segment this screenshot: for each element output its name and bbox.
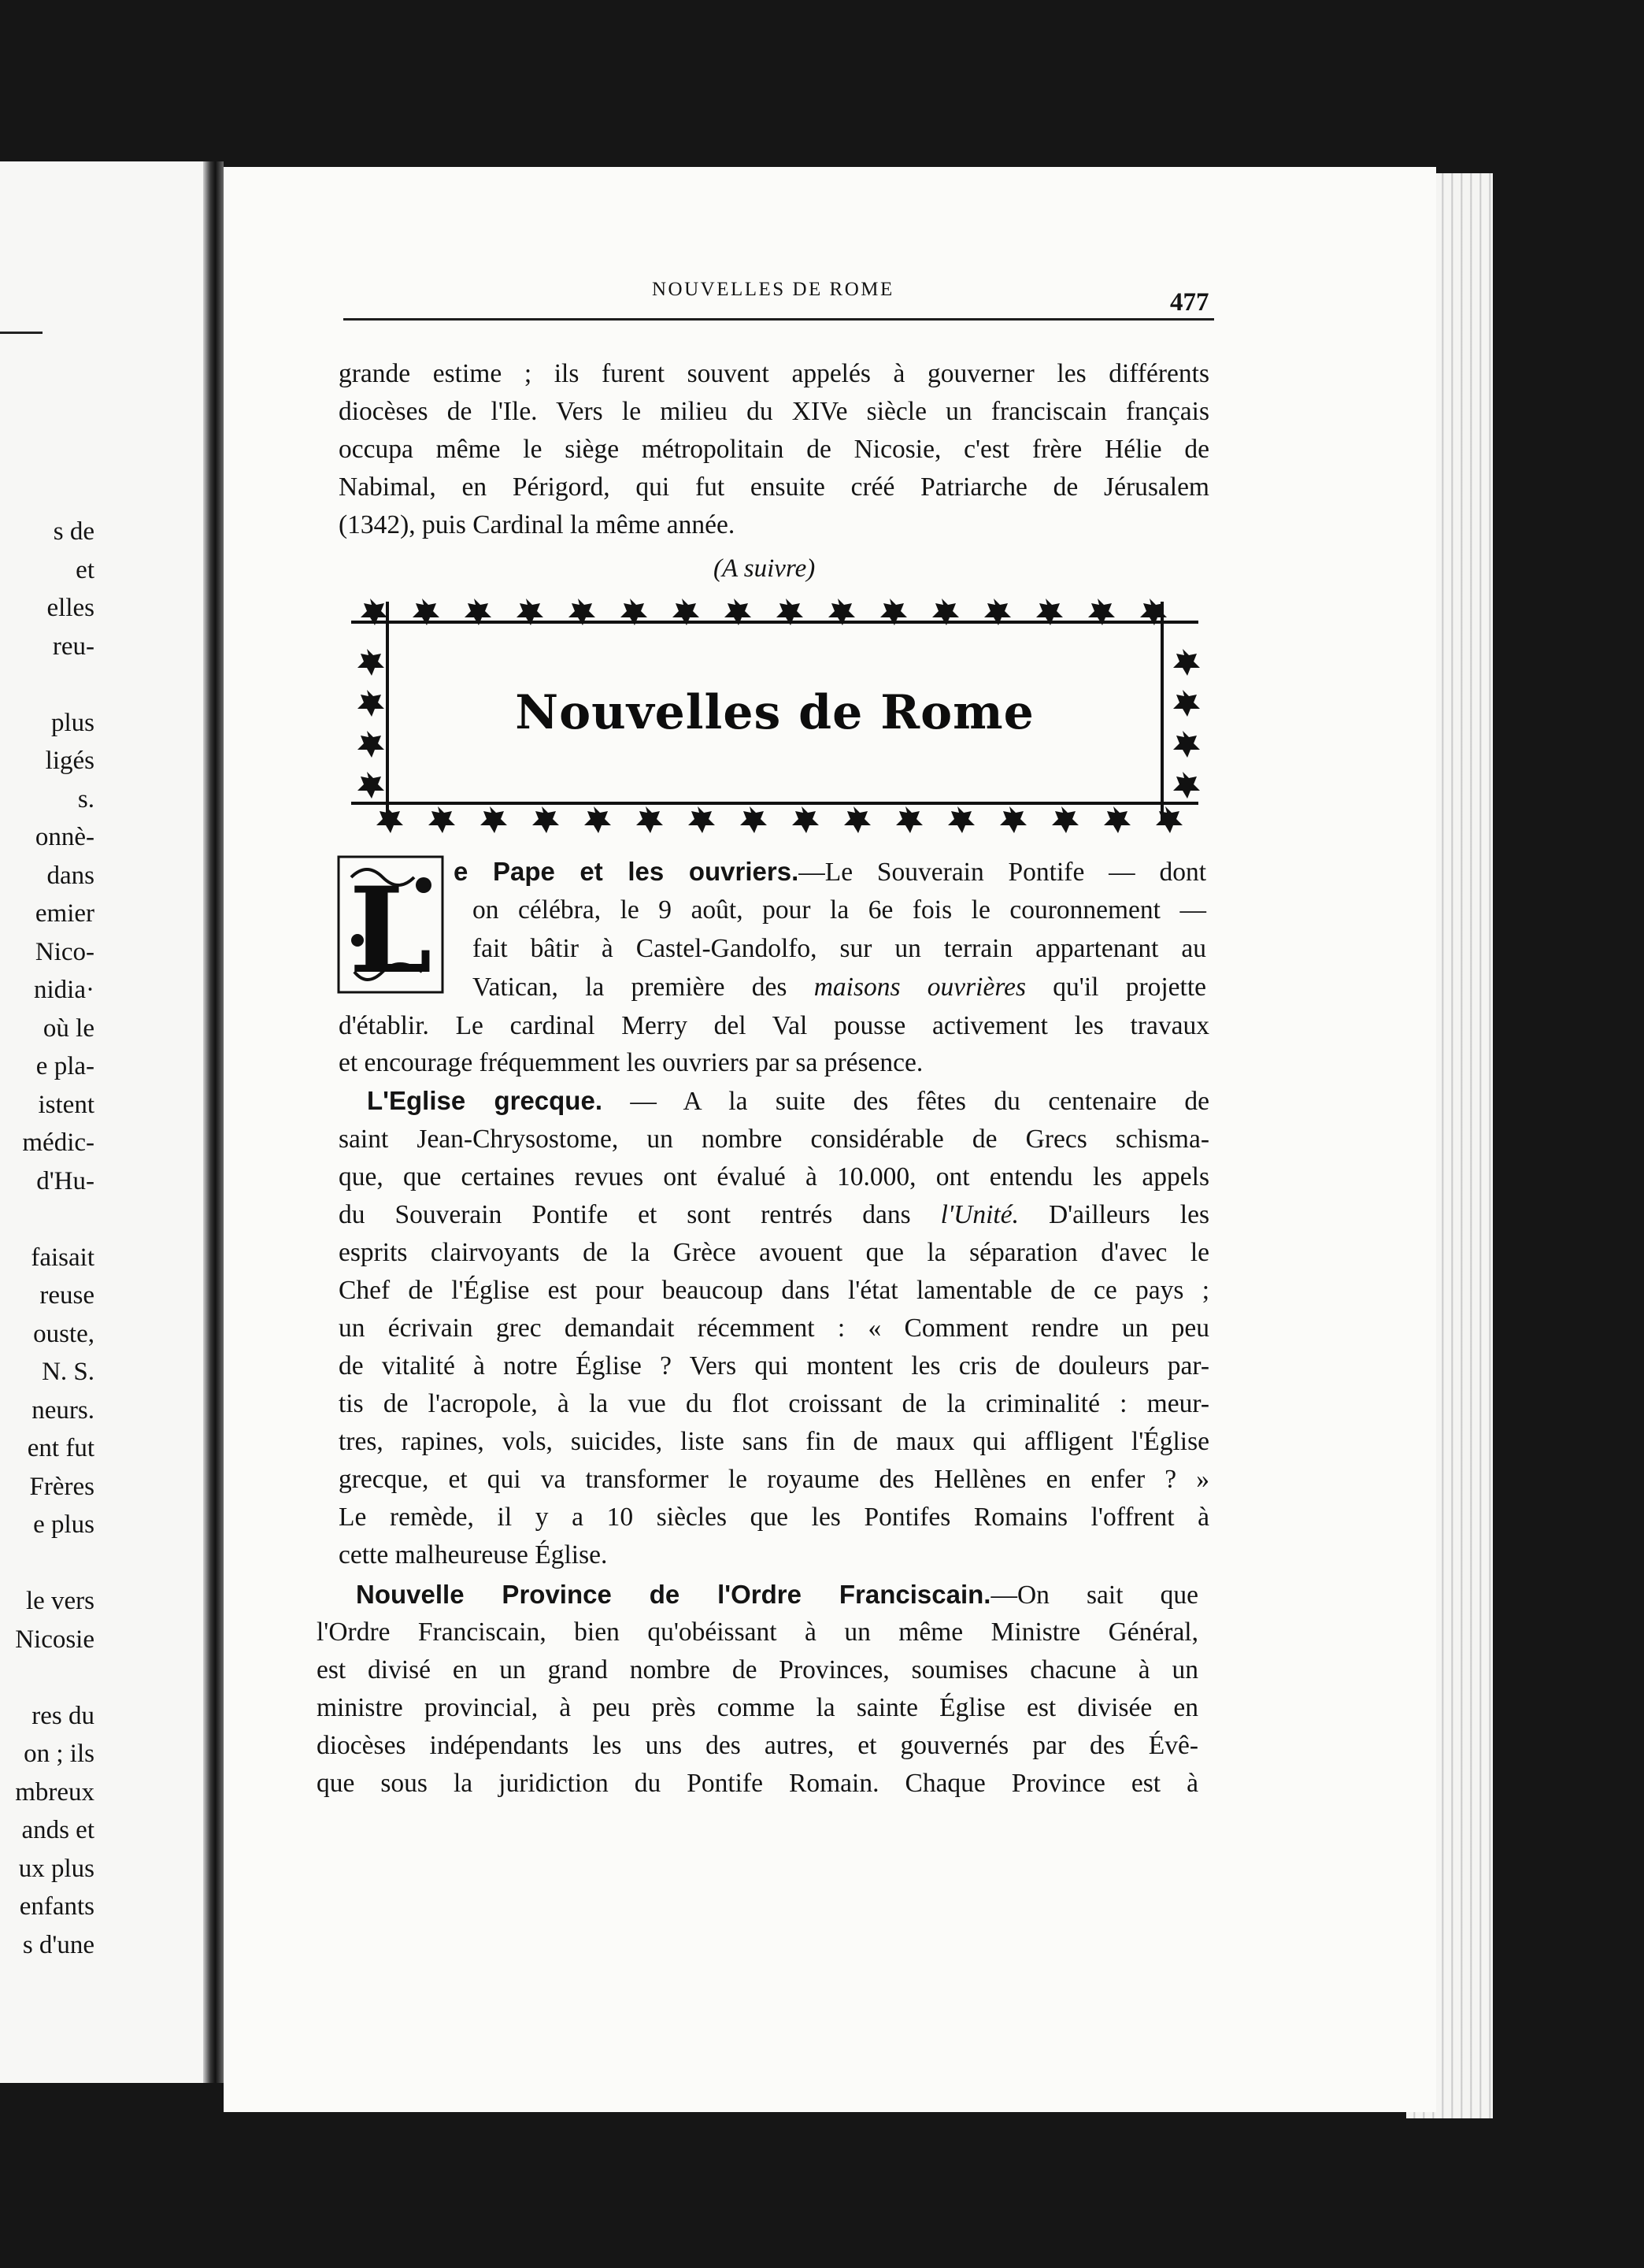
left-line: faisait xyxy=(31,1243,94,1272)
left-line: dans xyxy=(46,861,94,890)
article2-line: esprits clairvoyants de la Grèce avouent que la séparation d'avec le xyxy=(339,1238,1209,1267)
left-line: N. S. xyxy=(42,1358,94,1386)
left-line: plus xyxy=(50,708,94,737)
article2-line: un écrivain grec demandait récemment : « Comment rendre un peu xyxy=(339,1314,1209,1343)
vine-leaf xyxy=(357,772,384,799)
left-line: reuse xyxy=(39,1281,94,1310)
article1-line: d'établir. Le cardinal Merry del Val pousse activement les travaux xyxy=(339,1011,1209,1040)
vine-leaf xyxy=(1000,806,1027,833)
left-page-rule xyxy=(0,332,43,334)
left-line: Nico- xyxy=(35,937,94,966)
left-line: res du xyxy=(31,1701,94,1730)
article3-subtitle: Nouvelle Province de l'Ordre Franciscain. xyxy=(356,1580,991,1609)
article2-line: tis de l'acropole, à la vue du flot croissant de la criminalité : meur- xyxy=(339,1389,1209,1418)
left-line: enfants xyxy=(19,1892,94,1921)
dropcap-letter: L xyxy=(349,862,432,995)
intro-line: Nabimal, en Périgord, qui fut ensuite créé Patriarche de Jérusalem xyxy=(339,472,1209,502)
left-line: s de xyxy=(53,517,94,546)
left-line: e plus xyxy=(33,1510,94,1539)
article1-line: e Pape et les ouvriers.—Le Souverain Pontife — dont xyxy=(454,857,1206,887)
article3-line: l'Ordre Franciscain, bien qu'obéissant à un même Ministre Général, xyxy=(317,1618,1198,1647)
left-line: s d'une xyxy=(22,1930,94,1959)
left-line: emier xyxy=(35,899,94,928)
left-line: istent xyxy=(38,1090,94,1119)
left-line xyxy=(0,1200,94,1239)
article1-line: on célébra, le 9 août, pour la 6e fois le couronnement — xyxy=(472,895,1206,925)
left-line xyxy=(0,665,94,704)
intro-line: (1342), puis Cardinal la même année. xyxy=(339,510,735,539)
article2-line: du Souverain Pontife et sont rentrés dans l'Unité. D'ailleurs les xyxy=(339,1200,1209,1229)
vine-leaf xyxy=(428,806,455,833)
vine-leaf xyxy=(480,806,507,833)
left-page xyxy=(0,161,203,2083)
vine-leaf xyxy=(376,806,403,833)
vine-leaf xyxy=(896,806,923,833)
article2-line: de vitalité à notre Église ? Vers qui montent les cris de douleurs par- xyxy=(339,1351,1209,1380)
left-line xyxy=(0,1544,94,1583)
vine-leaf xyxy=(1156,806,1183,833)
left-line: on ; ils xyxy=(24,1740,94,1768)
vine-leaf xyxy=(357,649,384,676)
article2-line: L'Eglise grecque. — A la suite des fêtes du centenaire de xyxy=(367,1086,1209,1116)
article2-line: saint Jean-Chrysostome, un nombre considérable de Grecs schisma- xyxy=(339,1125,1209,1154)
header-rule xyxy=(343,318,1214,321)
continued-note: (A suivre) xyxy=(713,554,816,583)
left-line: Nicosie xyxy=(15,1625,94,1654)
vine-leaf xyxy=(948,806,975,833)
article1-line: Vatican, la première des maisons ouvrières qu'il projette xyxy=(472,973,1207,1002)
left-line: s. xyxy=(77,784,94,813)
vine-leaf xyxy=(792,806,819,833)
article1-line: fait bâtir à Castel-Gandolfo, sur un terrain appartenant au xyxy=(472,934,1206,963)
vine-leaf xyxy=(584,806,611,833)
left-page-text xyxy=(0,513,94,1964)
left-line: médic- xyxy=(22,1128,94,1157)
left-line: ent fut xyxy=(27,1434,94,1462)
left-line: e pla- xyxy=(35,1052,94,1080)
article2-line: que, que certaines revues ont évalué à 10.000, ont entendu les appels xyxy=(339,1162,1209,1191)
intro-line: occupa même le siège métropolitain de Nicosie, c'est frère Hélie de xyxy=(339,435,1209,464)
page-number: 477 xyxy=(1170,288,1209,317)
vine-leaf xyxy=(740,806,767,833)
article2-line: Chef de l'Église est pour beaucoup dans l'état lamentable de ce pays ; xyxy=(339,1276,1209,1305)
article2-line: Le remède, il y a 10 siècles que les Pontifes Romains l'offrent à xyxy=(339,1503,1209,1532)
article3-line: Nouvelle Province de l'Ordre Franciscain.—On sait que xyxy=(356,1580,1198,1610)
vine-leaf xyxy=(532,806,559,833)
section-title: Nouvelles de Rome xyxy=(515,685,1035,740)
left-line: reu- xyxy=(52,632,94,661)
running-head: NOUVELLES DE ROME xyxy=(652,279,894,300)
intro-line: diocèses de l'Ile. Vers le milieu du XIVe siècle un franciscain français xyxy=(339,397,1209,426)
article3-line: diocèses indépendants les uns des autres, et gouvernés par des Évê- xyxy=(317,1731,1198,1760)
article3-line: que sous la juridiction du Pontife Romain. Chaque Province est à xyxy=(317,1769,1198,1798)
left-line xyxy=(0,1658,94,1697)
left-line: d'Hu- xyxy=(36,1166,94,1195)
left-line: ux plus xyxy=(18,1854,94,1883)
left-line: ouste, xyxy=(33,1319,94,1348)
article2-line: cette malheureuse Église. xyxy=(339,1540,608,1569)
article2-line: grecque, et qui va transformer le royaume des Hellènes en enfer ? » xyxy=(339,1465,1209,1494)
left-line: et xyxy=(76,555,94,584)
article1-line: et encourage fréquemment les ouvriers par sa présence. xyxy=(339,1048,924,1077)
dropcap-ornament xyxy=(335,854,446,995)
vine-leaf xyxy=(636,806,663,833)
vine-leaf xyxy=(1173,649,1200,676)
left-line: mbreux xyxy=(15,1777,94,1807)
vine-leaf xyxy=(1173,772,1200,799)
left-line: ligés xyxy=(45,747,94,775)
article1-subtitle: e Pape et les ouvriers. xyxy=(454,857,799,886)
article2-line: tres, rapines, vols, suicides, liste sans fin de maux qui affligent l'Église xyxy=(339,1427,1209,1456)
vine-leaf xyxy=(1104,806,1131,833)
left-line: elles xyxy=(46,594,94,622)
left-line: où le xyxy=(43,1014,94,1043)
left-line: nidia· xyxy=(34,976,94,1004)
article3-line: ministre provincial, à peu près comme la sainte Église est divisée en xyxy=(317,1693,1198,1722)
left-line: Frères xyxy=(29,1472,94,1501)
left-line: ands et xyxy=(21,1816,94,1844)
left-line: le vers xyxy=(25,1587,94,1615)
book-gutter xyxy=(203,161,224,2083)
left-line: neurs. xyxy=(31,1395,94,1425)
intro-line: grande estime ; ils furent souvent appelés à gouverner les différents xyxy=(339,359,1209,388)
vine-leaf xyxy=(688,806,715,833)
article3-line: est divisé en un grand nombre de Provinces, soumises chacune à un xyxy=(317,1655,1198,1684)
vine-leaf xyxy=(1052,806,1079,833)
vine-leaf xyxy=(844,806,871,833)
left-line: onnè- xyxy=(35,823,94,851)
article2-subtitle: L'Eglise grecque. xyxy=(367,1086,602,1115)
